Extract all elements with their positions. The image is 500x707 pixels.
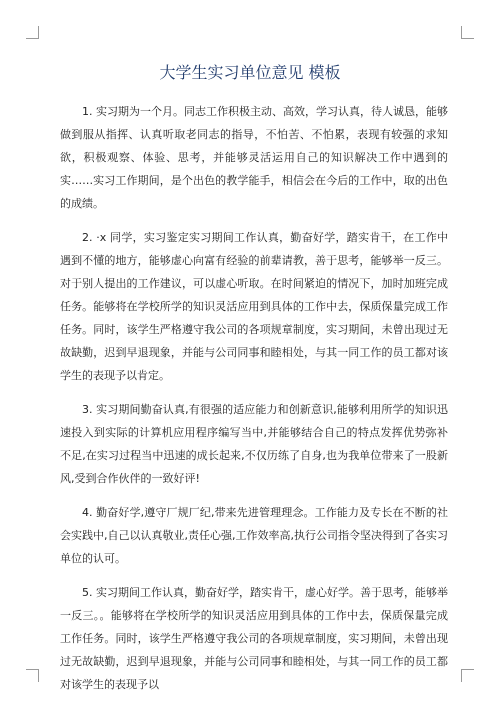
crop-mark-bottom-right [461, 669, 474, 682]
paragraph-3: 3. 实习期间勤奋认真,有很强的适应能力和创新意识,能够利用所学的知识迅速投入到实际的计算机应用程序编写当中,并能够结合自己的特点发挥优势弥补不足,在实习过程当中迅速的成长起来,不仅历练了自身,也为我单位带来了一股新风,受到合作伙伴的一致好评! [60, 403, 448, 485]
document-body [60, 100, 448, 707]
crop-mark-top-left [26, 26, 39, 39]
paragraph-1: 1. 实习期为一个月。同志工作积极主动、高效，学习认真，待人诚恳，能够做到服从指挥、认真听取老同志的指导，不怕苦、不怕累，表现有较强的求知欲，积极观察、体验、思考，并能够灵活运用自己的知识解决工作中遇到的实……实习工作期间，是个出色的教学能手，相信会在今后的工作中，取的出色的成绩。 [60, 105, 448, 210]
paragraph-5: 5. 实习期间工作认真，勤奋好学，踏实肯干，虚心好学。善于思考，能够举一反三。。能够将在学校所学的知识灵活应用到具体的工作中去，保质保量完成工作任务。同时，该学生严格遵守我公司的各项规章制度，实习期间，未曾出现过无故缺勤，迟到早退现象，并能与公司同事和睦相处，与其一同工作的员工都对该学生的表现予以 [60, 586, 448, 691]
crop-mark-bottom-left [26, 669, 39, 682]
paragraph-2: 2. ·x 同学，实习鉴定实习期间工作认真，勤奋好学，踏实肯干，在工作中遇到不懂的地方，能够虚心向富有经验的前辈请教，善于思考，能够举一反三。对于别人提出的工作建议，可以虚心听取。在时间紧迫的情况下，加时加班完成任务。能够将在学校所学的知识灵活应用到具体的工作中去，保质保量完成工作任务。同时，该学生严格遵守我公司的各项规章制度，实习期间，未曾出现过无故缺勤，迟到早退现象，并能与公司同事和睦相处，与其一同工作的员工都对该学生的表现予以肯定。 [60, 231, 448, 382]
crop-mark-top-right [461, 26, 474, 39]
paragraph-4: 4. 勤奋好学,遵守厂规厂纪,带来先进管理理念。工作能力及专长在不断的社会实践中,自己以认真敬业,责任心强,工作效率高,执行公司指令坚决得到了各实习单位的认可。 [60, 506, 448, 565]
document-title: 大学生实习单位意见 模板 [159, 63, 341, 82]
